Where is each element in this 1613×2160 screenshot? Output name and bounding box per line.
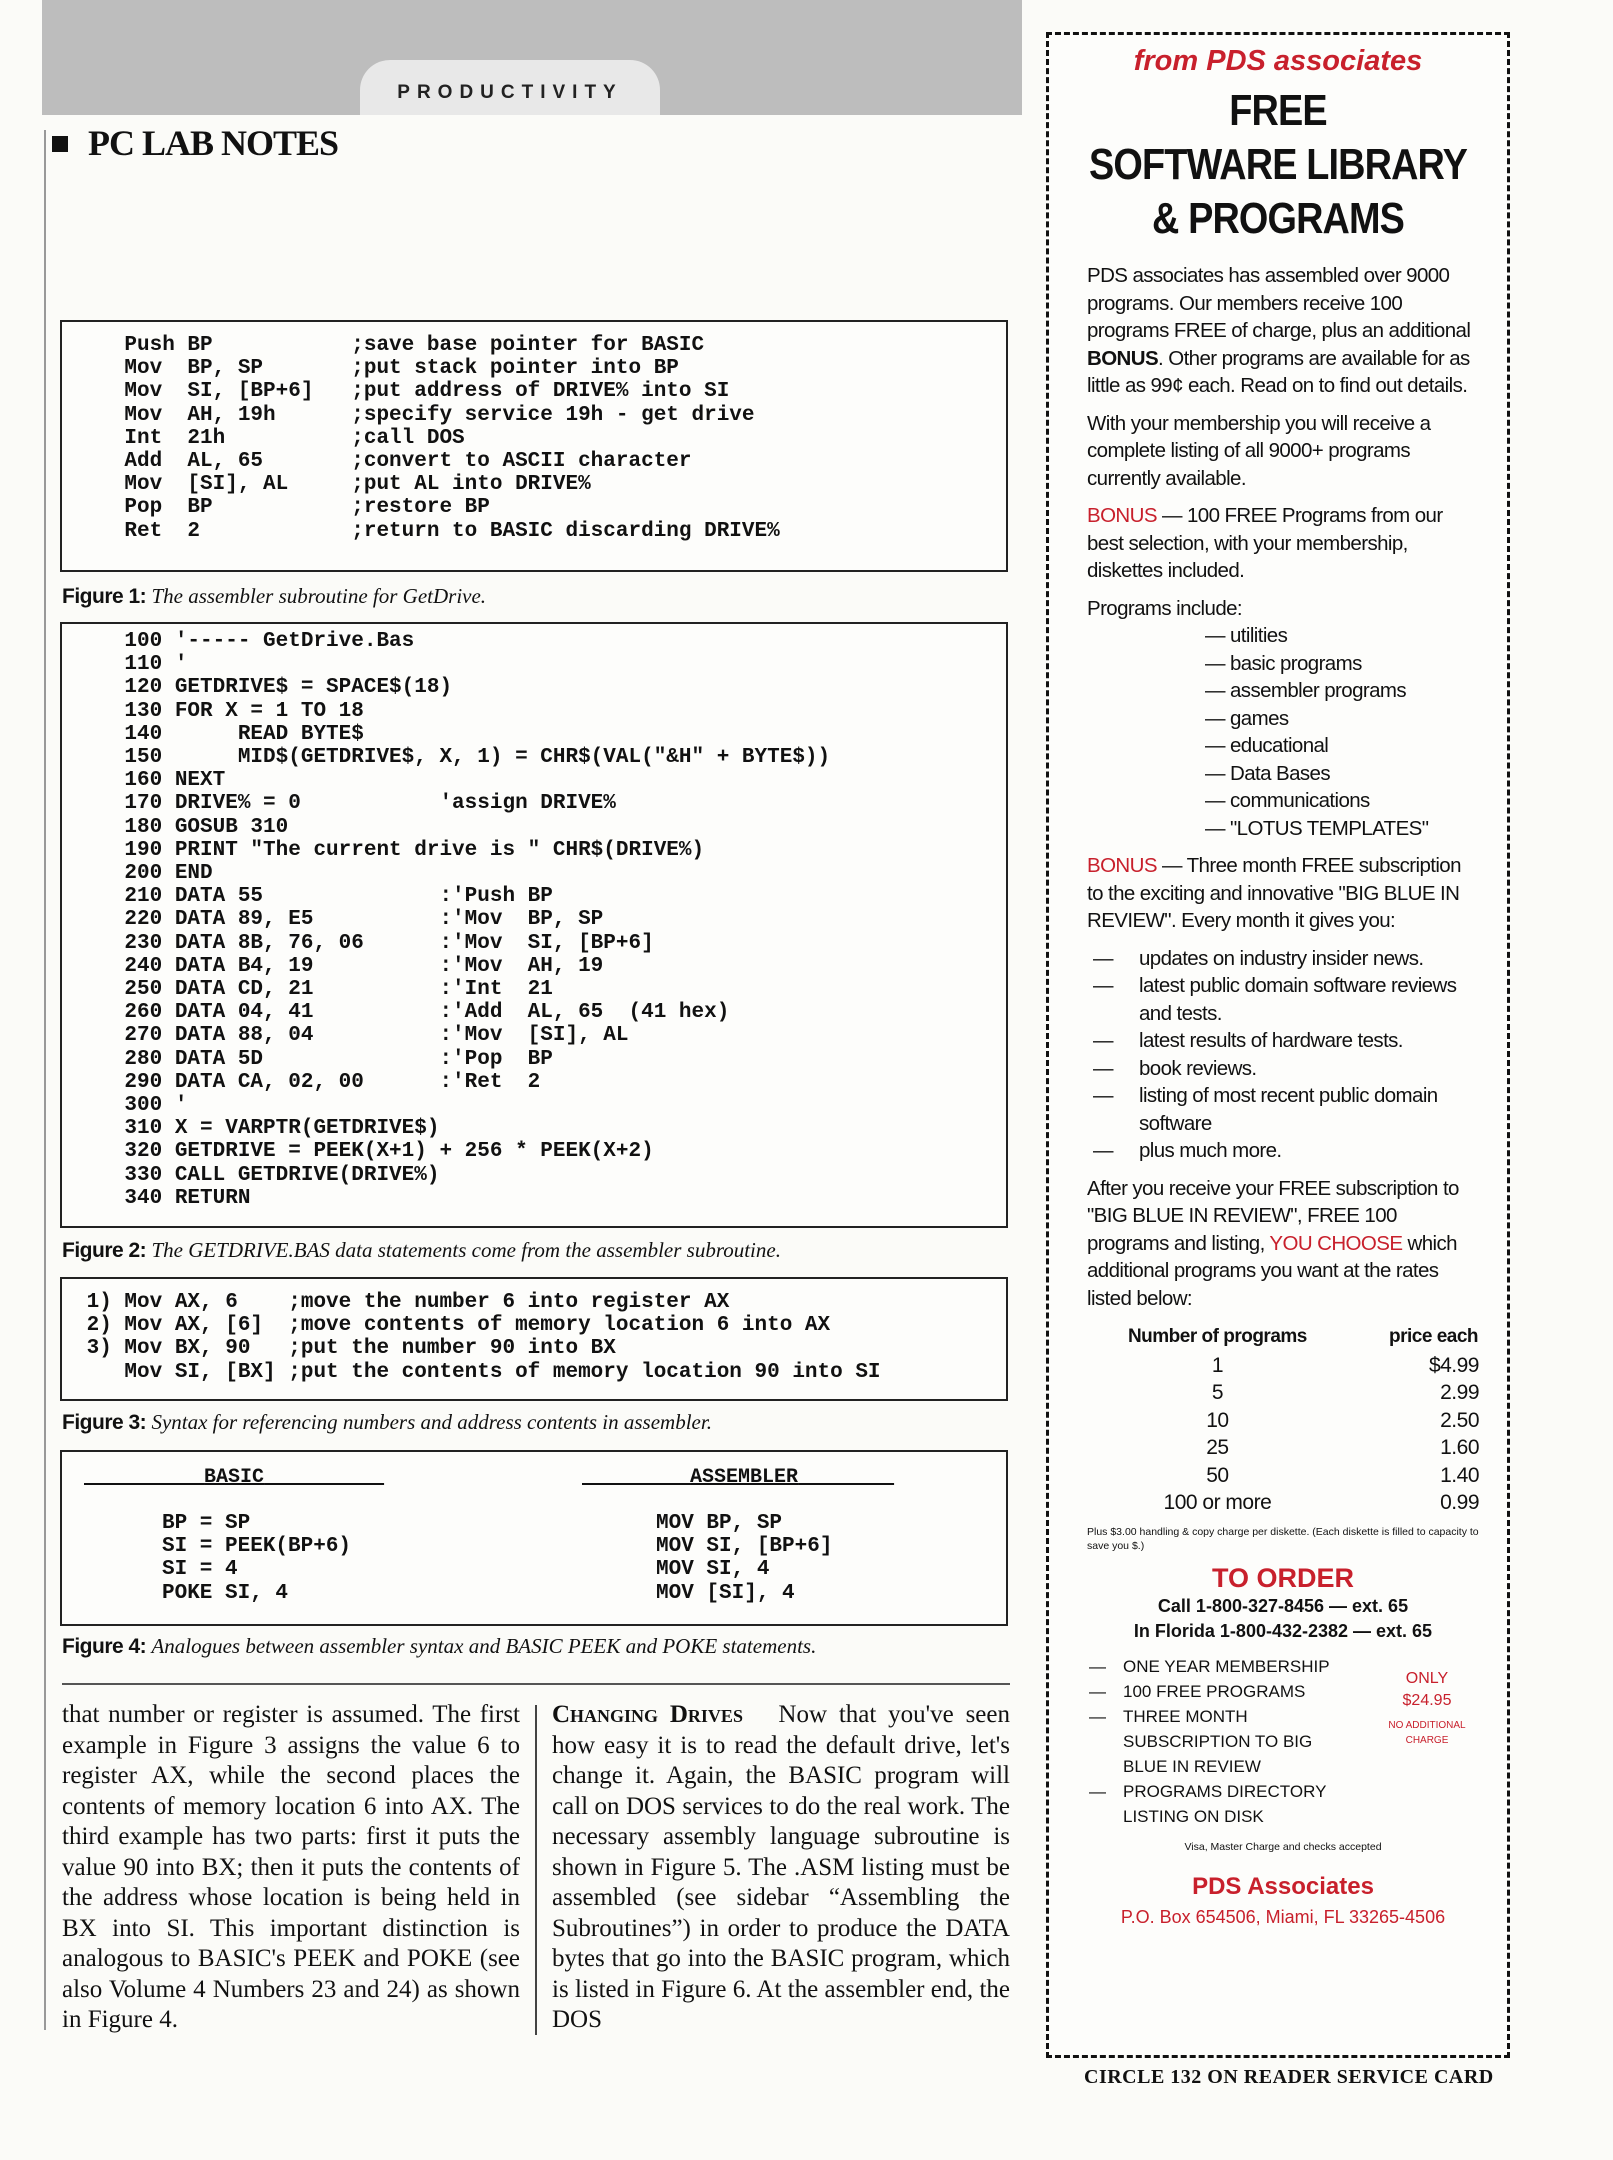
ad-bonus-2: BONUS — Three month FREE subscription to the exciting and innovative "BIG BLUE IN REVIEW". Every month it gives you: <box>1087 854 1461 932</box>
figure-4-basic-list <box>162 1512 351 1605</box>
figure-4-asm-row: MOV SI, [BP+6] <box>656 1535 833 1559</box>
figure-4-asm-row: MOV SI, 4 <box>656 1558 770 1582</box>
list-item: — basic programs <box>1205 651 1362 675</box>
list-item: — "LOTUS TEMPLATES" <box>1205 816 1429 840</box>
figure-2-code: 100 '----- GetDrive.Bas 110 ' 120 GETDRIVE$ = SPACE$(18) 130 FOR X = 1 TO 18 140 READ BYTE$ 150 MID$(GETDRIVE$, X, 1) = CHR$(VAL("&H" + BYTE$)) 160 NEXT 170 DRIVE% = 0 'assign DRIVE% 180 GOSUB 310 190 PRINT "The current drive is " CHR$(DRIVE%) 200 END 210 DATA 55 :'Push BP 220 DATA 89, E5 :'Mov BP, SP 230 DATA 8B, 76, 06 :'Mov SI, [BP+6] 240 DATA B4, 19 :'Mov AH, 19 250 DATA CD, 21 :'Int 21 260 DATA 04, 41 :'Add AL, 65 (41 hex) 270 DATA 88, 04 :'Mov [SI], AL 280 DATA 5D :'Pop BP 290 DATA CA, 02, 00 :'Ret 2 300 ' 310 X = VARPTR(GETDRIVE$) 320 GETDRIVE = PEEK(X+1) + 256 * PEEK(X+2) 330 CALL GETDRIVE(DRIVE%) 340 RETURN <box>124 630 831 1210</box>
figure-3-code: 1) Mov AX, 6 ;move the number 6 into register AX 2) Mov AX, [6] ;move contents of memory location 6 into AX 3) Mov BX, 90 ;put the number 90 into BX Mov SI, [BX] ;put the contents of memory location 90 into SI <box>86 1291 881 1384</box>
ad-intro: PDS associates has assembled over 9000 programs. Our members receive 100 programs FREE of charge, plus an additional BONUS. Other programs are available for as little as 99¢ each. Read on to find out details. <box>1087 264 1471 397</box>
left-rule <box>44 130 46 2030</box>
table-row: 1 $4.99 <box>1211 1353 1479 1377</box>
list-item: — games <box>1205 706 1289 730</box>
ad-address: P.O. Box 654506, Miami, FL 33265-4506 <box>1120 1906 1446 1927</box>
ad-price-table <box>1087 1322 1479 1517</box>
list-item: — listing of most recent public domain software <box>1087 1082 1479 1137</box>
ad-headline: FREE SOFTWARE LIBRARY & PROGRAMS <box>1089 86 1467 243</box>
page-title <box>52 122 338 164</box>
ad-fine-print: Plus $3.00 handling & copy charge per diskette. (Each diskette is filled to capacity to save you $.) <box>1087 1525 1479 1552</box>
body-column-2-text: Now that you've seen how easy it is to read the default drive, let's change it. Again, the BASIC program will call on DOS services to do the real work. The necessary assembly language subroutine is shown in Figure 5. The .ASM listing must be assembled (see sidebar “Assembling the Subroutines”) in order to produce the DATA bytes that go into the BASIC program, which is listed in Figure 6. At the assembler end, the DOS <box>552 1701 1010 2033</box>
figure-4-basic-header: BASIC <box>204 1466 265 1489</box>
column-divider <box>535 1705 537 2035</box>
figure-4-basic-row: SI = 4 <box>162 1558 238 1582</box>
figure-3-caption: Figure 3: Syntax for referencing numbers and address contents in assembler. <box>62 1410 712 1434</box>
list-item: — latest public domain software reviews and tests. <box>1087 972 1479 1027</box>
figure-4-basic-row: BP = SP <box>162 1512 251 1535</box>
ad-order-items <box>1087 1654 1357 1829</box>
figure-1-box <box>60 320 1008 572</box>
table-row: 10 2.50 <box>1206 1408 1479 1432</box>
list-item: — assembler programs <box>1205 679 1407 702</box>
reader-service-note: CIRCLE 132 ON READER SERVICE CARD <box>1084 2066 1494 2088</box>
ad-from-line: from PDS associates <box>1133 45 1423 77</box>
ad-phone <box>1087 1594 1479 1644</box>
pds-advertisement <box>1046 32 1510 2058</box>
list-item: — THREE MONTH SUBSCRIPTION TO BIG BLUE IN REVIEW <box>1087 1704 1357 1779</box>
table-row: 5 2.99 <box>1211 1381 1479 1404</box>
list-item: — utilities <box>1205 624 1288 647</box>
ad-company: PDS Associates <box>1192 1872 1374 1900</box>
ad-bonus-1: BONUS — 100 FREE Programs from our best selection, with your membership, diskettes included. <box>1087 504 1443 582</box>
figure-4-basic-row: POKE SI, 4 <box>162 1581 289 1605</box>
price-header-price: price each <box>1389 1326 1478 1347</box>
figure-2-box <box>60 622 1008 1228</box>
ad-benefits <box>1087 945 1479 1165</box>
figure-4-assembler-header: ASSEMBLER <box>690 1466 799 1489</box>
ad-phone-florida: In Florida 1-800-432-2382 — ext. 65 <box>1133 1620 1433 1641</box>
ad-phone-national: Call 1-800-327-8456 — ext. 65 <box>1157 1595 1409 1616</box>
list-item: — 100 FREE PROGRAMS <box>1087 1679 1357 1704</box>
ad-programs-include: Programs include: <box>1087 596 1243 620</box>
figure-1-caption: Figure 1: The assembler subroutine for GetDrive. <box>62 584 487 608</box>
table-row: 100 or more 0.99 <box>1163 1491 1479 1514</box>
ad-only-price: ONLY $24.95 NO ADDITIONAL CHARGE <box>1388 1669 1466 1746</box>
ad-order-block <box>1087 1654 1479 1829</box>
ad-to-order: TO ORDER <box>1211 1562 1354 1593</box>
ad-program-types <box>1087 622 1479 842</box>
figure-4-asm-row: MOV [SI], 4 <box>656 1581 795 1605</box>
list-item: — book reviews. <box>1087 1055 1479 1083</box>
list-item: — communications <box>1205 789 1370 812</box>
figure-3-box <box>60 1277 1008 1401</box>
ad-after-subscription: After you receive your FREE subscription to "BIG BLUE IN REVIEW", FREE 100 programs and listing, YOU CHOOSE which additional programs you want at the rates listed below: <box>1087 1176 1459 1310</box>
list-item: — Data Bases <box>1205 761 1330 785</box>
ad-membership: With your membership you will receive a complete listing of all 9000+ programs currently available. <box>1087 411 1431 490</box>
page-title-text: PC LAB NOTES <box>88 123 339 163</box>
section-tab: PRODUCTIVITY <box>360 60 660 115</box>
ad-payment: Visa, Master Charge and checks accepted <box>1184 1840 1382 1853</box>
figure-4-basic-row: SI = PEEK(BP+6) <box>162 1535 352 1559</box>
body-column-1: that number or register is assumed. The first example in Figure 3 assigns the value 6 to register AX, while the second places the contents of memory location 6 into AX. The third example has two parts: first it puts the value 90 into BX; then it puts the contents of the address whose location is being held in BX into SI. This important distinction is analogous to BASIC's PEEK and POKE (see also Volume 4 Numbers 23 and 24) as shown in Figure 4. <box>62 1701 520 2033</box>
list-item: — latest results of hardware tests. <box>1087 1027 1479 1055</box>
list-item: — ONE YEAR MEMBERSHIP <box>1087 1654 1357 1679</box>
figure-4-asm-list <box>656 1512 832 1605</box>
figure-4-box <box>60 1450 1008 1626</box>
price-header-num: Number of programs <box>1127 1326 1307 1347</box>
body-column-2 <box>552 1700 1010 2036</box>
table-row: 25 1.60 <box>1206 1436 1479 1459</box>
list-item: — plus much more. <box>1087 1137 1479 1165</box>
figure-1-code: Push BP ;save base pointer for BASIC Mov BP, SP ;put stack pointer into BP Mov SI, [BP+6] ;put address of DRIVE% into SI Mov AH, 19h ;specify service 19h - get drive Int 21h ;call DOS Add AL, 65 ;convert to ASCII character Mov [SI], AL ;put AL into DRIVE% Pop BP ;restore BP Ret 2 ;return to BASIC discarding DRIVE% <box>124 334 780 543</box>
list-item: — PROGRAMS DIRECTORY LISTING ON DISK <box>1087 1779 1357 1829</box>
figure-2-caption: Figure 2: The GETDRIVE.BAS data statements come from the assembler subroutine. <box>62 1238 781 1262</box>
list-item: — updates on industry insider news. <box>1087 945 1479 973</box>
subhead-changing-drives: Changing Drives <box>552 1701 743 1728</box>
body-rule <box>62 1683 1010 1685</box>
bullet-square-icon <box>52 136 68 152</box>
table-row: 50 1.40 <box>1206 1463 1479 1487</box>
figure-4-asm-row: MOV BP, SP <box>656 1512 783 1535</box>
figure-4-caption: Figure 4: Analogues between assembler syntax and BASIC PEEK and POKE statements. <box>62 1634 817 1658</box>
list-item: — educational <box>1205 734 1329 757</box>
